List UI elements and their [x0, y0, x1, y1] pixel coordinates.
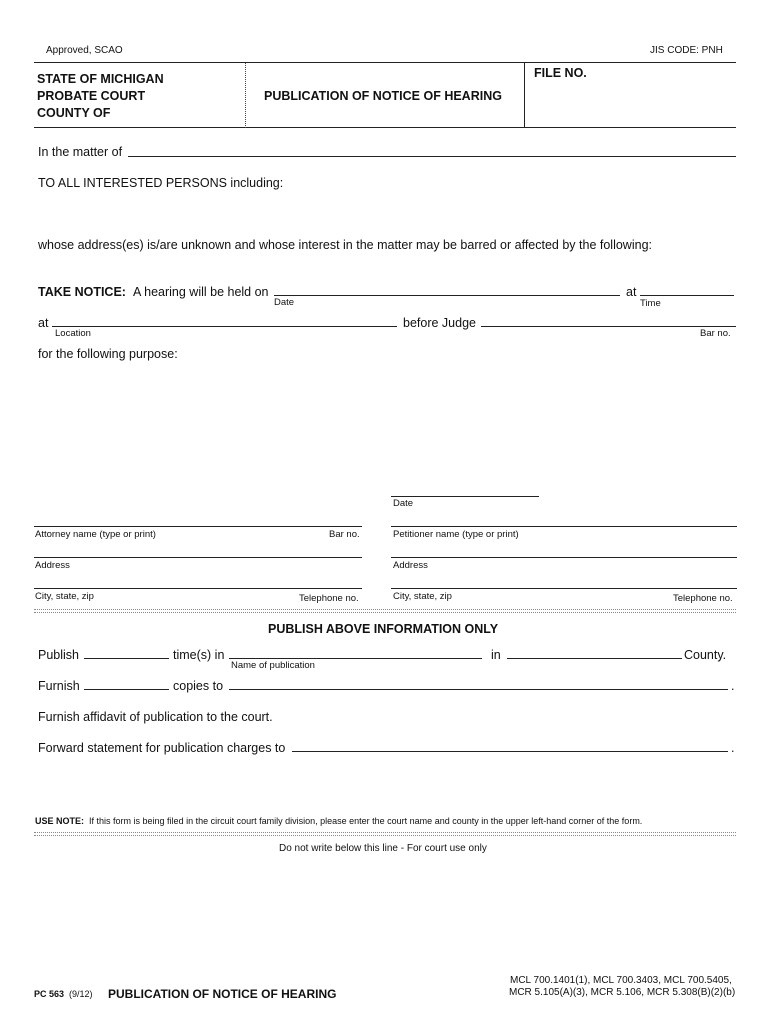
petitioner-name-caption: Petitioner name (type or print) — [393, 529, 519, 540]
court-use-separator-2 — [34, 835, 736, 836]
publication-name-caption: Name of publication — [231, 660, 315, 671]
publish-label: Publish — [38, 648, 79, 662]
in-label: in — [491, 648, 501, 662]
attorney-address-caption: Address — [35, 560, 70, 571]
header-top-rule — [34, 62, 736, 63]
forward-statement-label: Forward statement for publication charges to — [38, 741, 286, 755]
time-caption: Time — [640, 298, 661, 309]
attorney-city-caption: City, state, zip — [35, 591, 94, 602]
form-number — [34, 989, 93, 999]
court-line-1: STATE OF MICHIGAN — [37, 72, 164, 86]
attorney-address-input[interactable] — [34, 543, 364, 559]
petitioner-address-input[interactable] — [391, 543, 739, 559]
signature-date-input[interactable] — [391, 482, 541, 498]
form-title: PUBLICATION OF NOTICE OF HEARING — [264, 89, 502, 103]
publish-separator-1 — [34, 609, 736, 610]
publish-separator-2 — [34, 612, 736, 613]
court-use-separator-1 — [34, 832, 736, 833]
interested-persons-input[interactable] — [38, 196, 738, 224]
forward-statement-input[interactable] — [292, 738, 730, 754]
copies-to-input[interactable] — [229, 676, 730, 692]
petitioner-phone-caption: Telephone no. — [673, 593, 733, 604]
use-note — [35, 816, 642, 826]
attorney-phone-caption: Telephone no. — [299, 593, 359, 604]
attorney-name-input[interactable] — [34, 512, 364, 528]
county-input[interactable] — [110, 106, 244, 122]
use-note-text: If this form is being filed in the circuit court family division, please enter the court name and county in the upper left-hand corner of the form. — [89, 816, 643, 826]
form-no: PC 563 — [34, 989, 65, 999]
court-use-only-text: Do not write below this line - For court use only — [279, 843, 487, 854]
attorney-name-caption: Attorney name (type or print) — [35, 529, 156, 540]
court-line-2: PROBATE COURT — [37, 89, 146, 103]
location-caption: Location — [55, 328, 91, 339]
county-period-label: County. — [684, 648, 727, 662]
at-label-1: at — [626, 285, 637, 299]
purpose-input[interactable] — [38, 366, 738, 490]
form-revision: (9/12) — [69, 989, 93, 999]
at-label-2: at — [38, 316, 49, 330]
purpose-label: for the following purpose: — [38, 347, 178, 361]
hearing-held-on-label: A hearing will be held on — [133, 285, 269, 299]
whose-address-text: whose address(es) is/are unknown and whose interest in the matter may be barred or affected by the following: — [38, 238, 652, 252]
publish-county-input[interactable] — [507, 645, 684, 661]
petitioner-address-caption: Address — [393, 560, 428, 571]
forward-period: . — [731, 741, 735, 755]
file-no-label: FILE NO. — [534, 66, 587, 80]
signature-date-caption: Date — [393, 498, 414, 509]
hearing-date-input[interactable] — [274, 282, 622, 298]
take-notice-label: TAKE NOTICE: — [38, 285, 126, 299]
jis-code: JIS CODE: PNH — [650, 45, 723, 56]
times-in-label: time(s) in — [173, 648, 225, 662]
citation-line-2: MCR 5.105(A)(3), MCR 5.106, MCR 5.308(B)(2)(b) — [509, 987, 736, 998]
matter-input[interactable] — [128, 142, 738, 158]
citation-line-1: MCL 700.1401(1), MCL 700.3403, MCL 700.5405, — [510, 975, 732, 986]
approved-text: Approved, SCAO — [46, 45, 123, 56]
file-no-input[interactable] — [534, 90, 733, 106]
in-the-matter-of-label: In the matter of — [38, 145, 123, 159]
header-divider-1 — [245, 63, 246, 128]
header-divider-2 — [524, 63, 525, 128]
attorney-bar-no-caption: Bar no. — [329, 529, 360, 540]
before-judge-label: before Judge — [403, 316, 476, 330]
furnish-copies-input[interactable] — [84, 676, 171, 692]
court-line-3: COUNTY OF — [37, 106, 111, 120]
footer-title: PUBLICATION OF NOTICE OF HEARING — [108, 987, 337, 1001]
header-bottom-rule — [34, 127, 736, 128]
petitioner-city-caption: City, state, zip — [393, 591, 452, 602]
location-input[interactable] — [52, 313, 399, 329]
publish-heading: PUBLISH ABOVE INFORMATION ONLY — [268, 622, 499, 636]
attorney-city-input[interactable] — [34, 574, 364, 590]
affidavit-text: Furnish affidavit of publication to the court. — [38, 710, 273, 724]
publish-times-input[interactable] — [84, 645, 171, 661]
copies-period: . — [731, 679, 735, 693]
petitioner-name-input[interactable] — [391, 512, 739, 528]
judge-bar-no-caption: Bar no. — [700, 328, 731, 339]
use-note-label: USE NOTE: — [35, 816, 85, 826]
publication-name-input[interactable] — [229, 645, 484, 661]
petitioner-city-input[interactable] — [391, 574, 739, 590]
hearing-time-input[interactable] — [640, 282, 736, 298]
judge-input[interactable] — [481, 313, 738, 329]
copies-to-label: copies to — [173, 679, 224, 693]
to-all-interested-label: TO ALL INTERESTED PERSONS including: — [38, 176, 284, 190]
date-caption: Date — [274, 297, 295, 308]
furnish-label: Furnish — [38, 679, 80, 693]
